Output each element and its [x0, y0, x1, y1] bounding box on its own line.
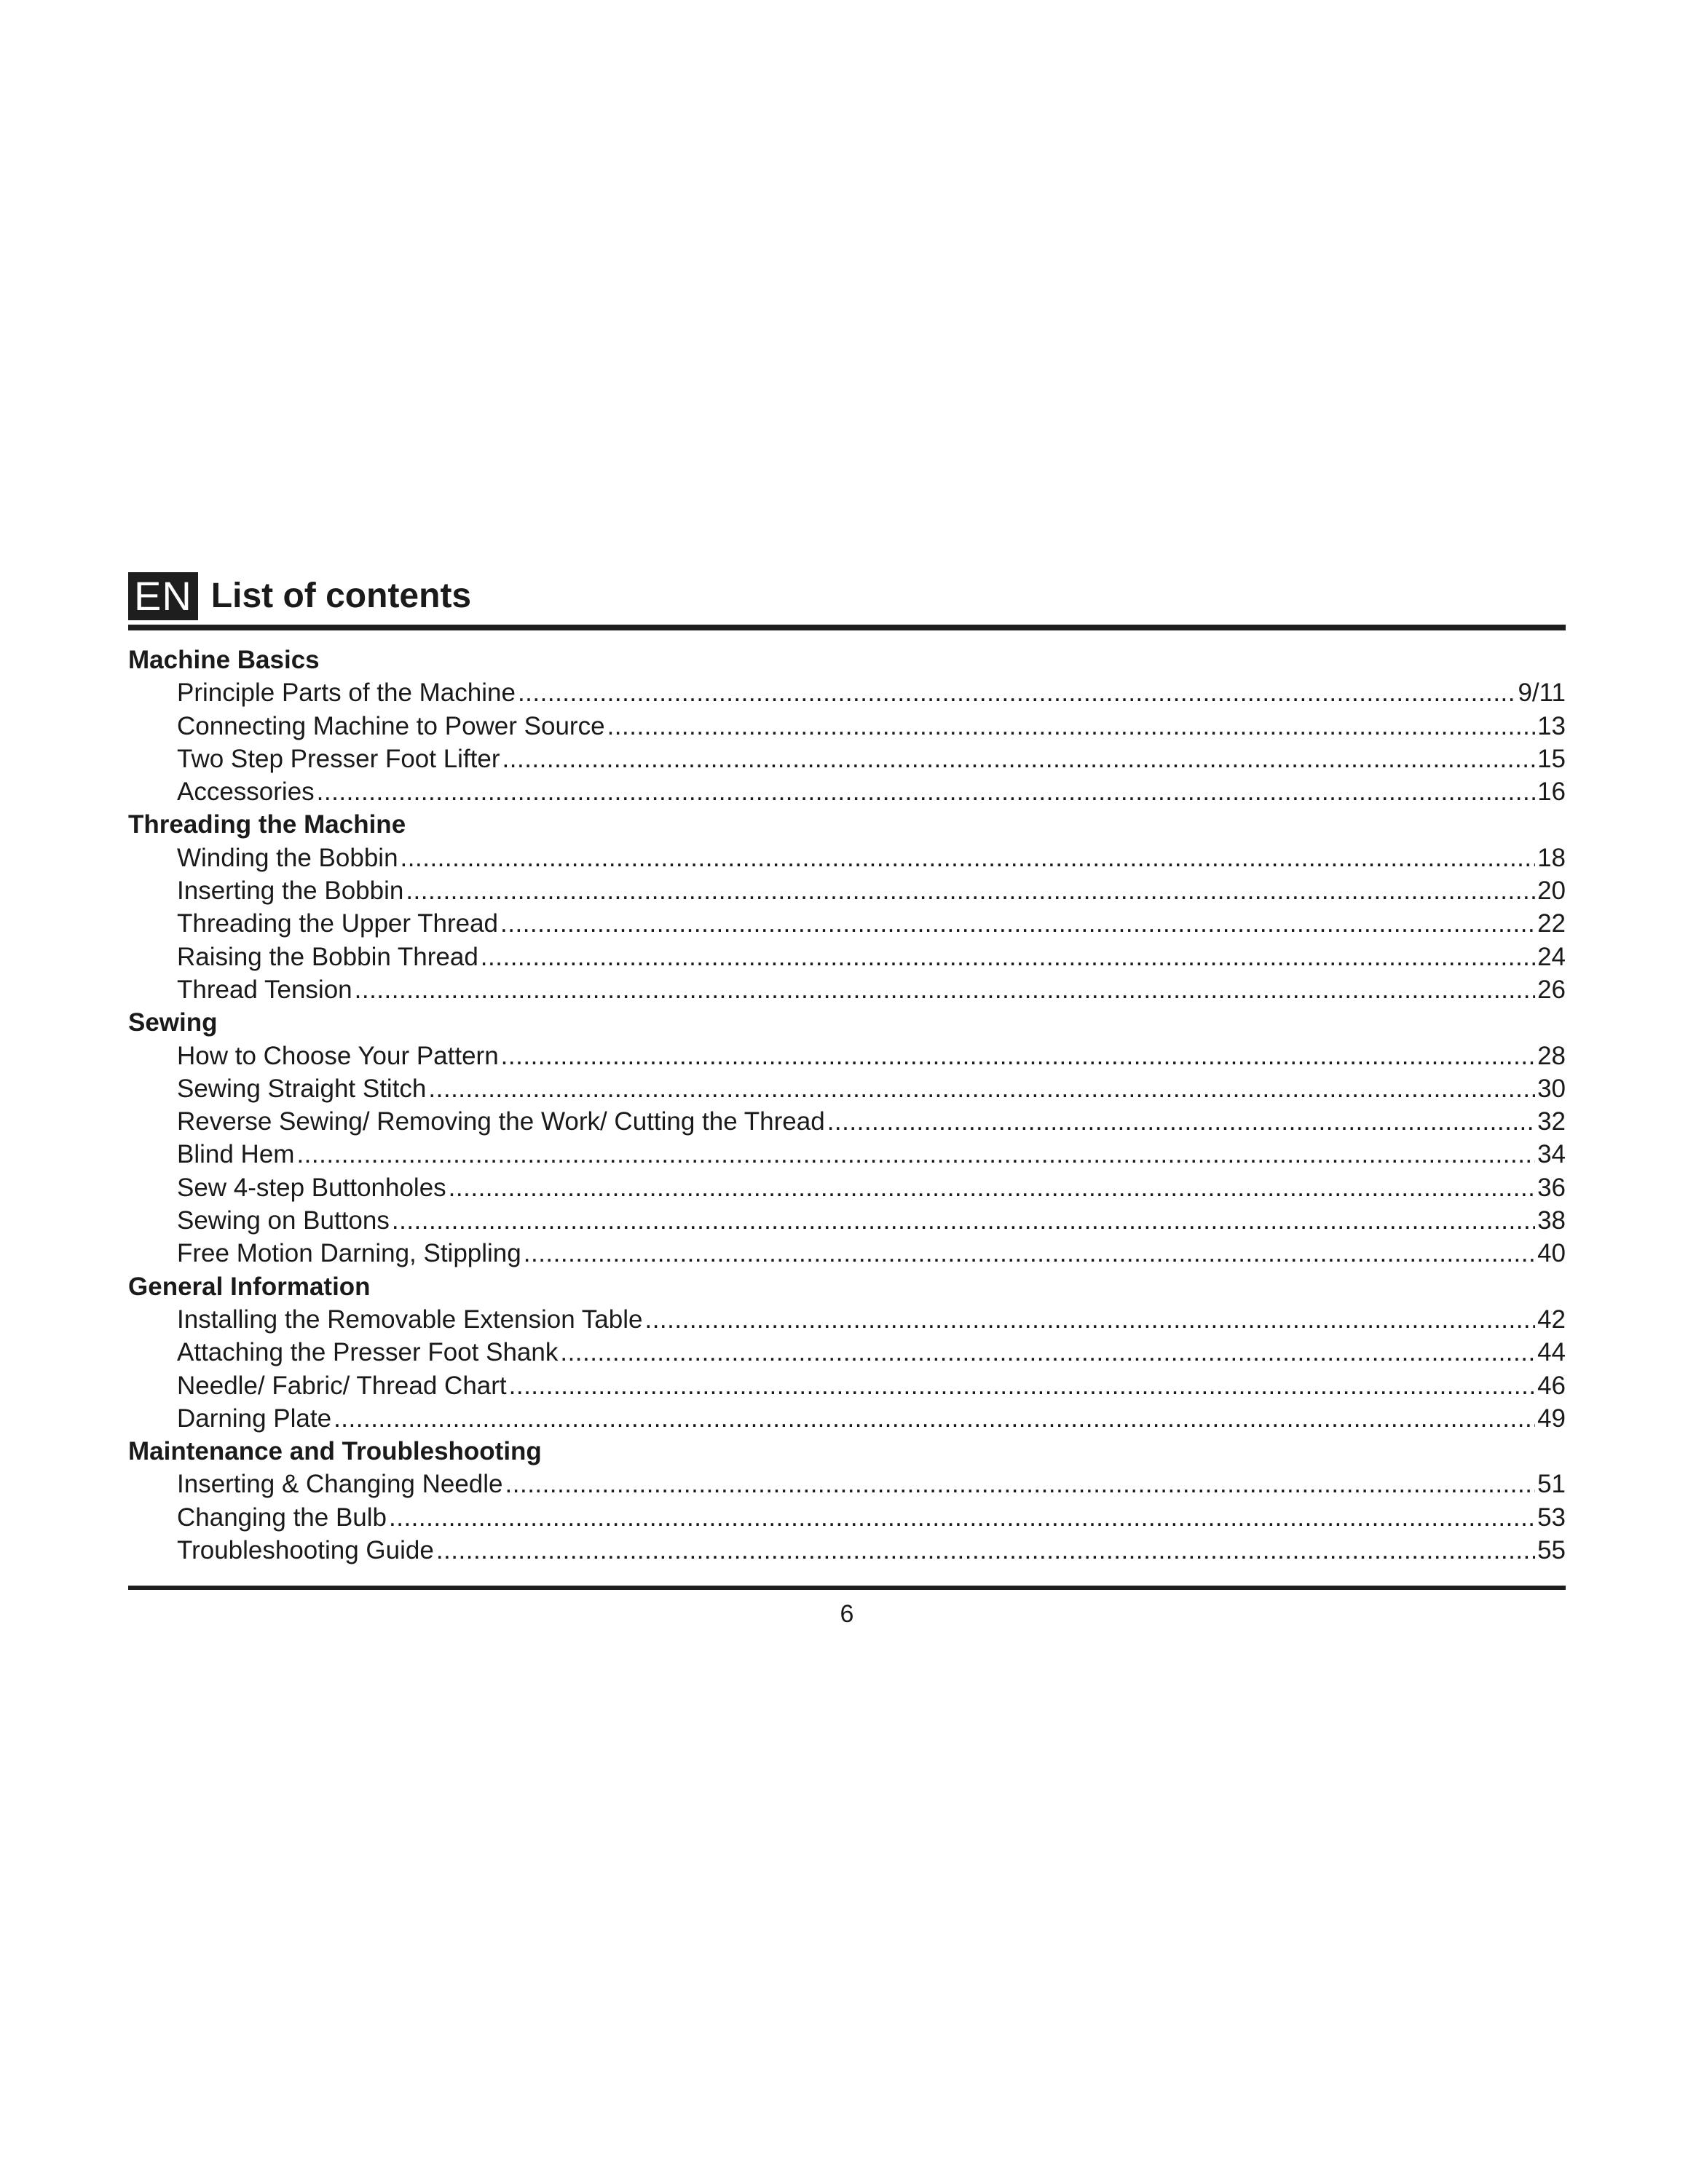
toc-entry — [128, 710, 1566, 743]
toc-entry — [128, 874, 1566, 907]
dot-leader — [406, 874, 1535, 907]
dot-leader — [296, 1138, 1535, 1171]
toc-entry-page: 44 — [1537, 1338, 1566, 1367]
dot-leader — [317, 775, 1535, 808]
toc-entry-label: Darning Plate — [177, 1404, 332, 1433]
toc-entry — [128, 676, 1566, 709]
toc-entry-label: Connecting Machine to Power Source — [177, 711, 605, 740]
toc-entry-label: Accessories — [177, 778, 315, 807]
toc-entry-page: 13 — [1537, 711, 1566, 740]
toc-entry — [128, 1303, 1566, 1336]
dot-leader — [392, 1204, 1535, 1237]
dot-leader — [505, 1468, 1536, 1500]
toc-entry-label: Changing the Bulb — [177, 1503, 387, 1532]
toc-entry-label: Winding the Bobbin — [177, 843, 398, 872]
toc-entry-page: 53 — [1537, 1503, 1566, 1532]
toc-entry-label: Inserting & Changing Needle — [177, 1470, 503, 1499]
toc-entry — [128, 1369, 1566, 1402]
toc-entry — [128, 907, 1566, 940]
toc-entry-page: 9/11 — [1518, 678, 1566, 708]
toc-section-heading: Machine Basics — [128, 646, 320, 674]
toc-entry-label: Inserting the Bobbin — [177, 877, 404, 906]
toc-section-heading: General Information — [128, 1272, 371, 1301]
language-badge: EN — [128, 572, 198, 620]
toc-entry-page: 15 — [1537, 744, 1566, 773]
toc-entry-page: 42 — [1537, 1305, 1566, 1334]
dot-leader — [500, 907, 1535, 940]
toc-entry-page: 51 — [1537, 1470, 1566, 1499]
toc-entry-label: Reverse Sewing/ Removing the Work/ Cutting the Thread — [177, 1107, 825, 1136]
toc-entry — [128, 1105, 1566, 1138]
toc-entry — [128, 1138, 1566, 1171]
toc-entry — [128, 1336, 1566, 1369]
document-page — [128, 568, 1566, 1629]
toc-entry-label: How to Choose Your Pattern — [177, 1041, 499, 1070]
toc-entry — [128, 1072, 1566, 1105]
toc-entry — [128, 1534, 1566, 1567]
toc-entry-page: 46 — [1537, 1371, 1566, 1400]
toc-entry-page: 26 — [1537, 975, 1566, 1004]
toc-entry-label: Free Motion Darning, Stippling — [177, 1239, 521, 1268]
dot-leader — [502, 743, 1536, 775]
toc-entry-page: 18 — [1537, 843, 1566, 872]
page-number: 6 — [840, 1600, 854, 1629]
dot-leader — [389, 1501, 1535, 1534]
toc-section-heading: Threading the Machine — [128, 810, 406, 839]
toc-entry-page: 28 — [1537, 1041, 1566, 1070]
toc-entry — [128, 775, 1566, 808]
dot-leader — [334, 1402, 1535, 1435]
toc-section-heading: Maintenance and Troubleshooting — [128, 1437, 542, 1466]
toc-entry — [128, 941, 1566, 973]
dot-leader — [518, 676, 1516, 709]
dot-leader — [501, 1040, 1535, 1072]
toc-entry — [128, 743, 1566, 775]
toc-entry-label: Threading the Upper Thread — [177, 909, 499, 938]
toc-entry-page: 30 — [1537, 1074, 1566, 1103]
toc-entry-page: 36 — [1537, 1173, 1566, 1202]
header-divider — [128, 625, 1566, 630]
toc-entry — [128, 1204, 1566, 1237]
footer-divider — [128, 1586, 1566, 1590]
dot-leader — [827, 1105, 1535, 1138]
toc-entry-page: 49 — [1537, 1404, 1566, 1433]
toc-entry-label: Blind Hem — [177, 1140, 295, 1169]
dot-leader — [607, 710, 1536, 743]
toc-entry-label: Principle Parts of the Machine — [177, 678, 516, 708]
toc-entry-label: Raising the Bobbin Thread — [177, 942, 478, 971]
toc-entry-label: Thread Tension — [177, 975, 352, 1004]
toc-entry — [128, 1040, 1566, 1072]
toc-entry-label: Installing the Removable Extension Table — [177, 1305, 643, 1334]
dot-leader — [560, 1336, 1535, 1369]
dot-leader — [355, 973, 1535, 1006]
toc-entry-label: Troubleshooting Guide — [177, 1536, 434, 1565]
dot-leader — [509, 1369, 1535, 1402]
toc-entry-label: Sewing on Buttons — [177, 1206, 390, 1235]
toc-entry — [128, 1468, 1566, 1500]
dot-leader — [481, 941, 1535, 973]
page-title: List of contents — [210, 577, 472, 615]
toc-entry-page: 22 — [1537, 909, 1566, 938]
toc-entry-page: 32 — [1537, 1107, 1566, 1136]
toc-entry-page: 20 — [1537, 877, 1566, 906]
toc-entry — [128, 842, 1566, 874]
toc-entry — [128, 1171, 1566, 1204]
dot-leader — [436, 1534, 1535, 1567]
toc-entry — [128, 1402, 1566, 1435]
toc-entry — [128, 1237, 1566, 1270]
table-of-contents — [128, 644, 1566, 1567]
toc-entry — [128, 973, 1566, 1006]
toc-entry — [128, 1501, 1566, 1534]
toc-entry-page: 55 — [1537, 1536, 1566, 1565]
toc-entry-label: Sewing Straight Stitch — [177, 1074, 427, 1103]
toc-entry-page: 38 — [1537, 1206, 1566, 1235]
dot-leader — [401, 842, 1536, 874]
toc-entry-page: 40 — [1537, 1239, 1566, 1268]
toc-entry-label: Needle/ Fabric/ Thread Chart — [177, 1371, 507, 1400]
toc-entry-page: 34 — [1537, 1140, 1566, 1169]
dot-leader — [449, 1171, 1535, 1204]
toc-section-heading: Sewing — [128, 1008, 218, 1037]
dot-leader — [428, 1072, 1535, 1105]
dot-leader — [644, 1303, 1535, 1336]
toc-entry-page: 24 — [1537, 942, 1566, 971]
toc-entry-label: Sew 4-step Buttonholes — [177, 1173, 446, 1202]
toc-entry-label: Two Step Presser Foot Lifter — [177, 744, 500, 773]
dot-leader — [524, 1237, 1535, 1270]
toc-entry-label: Attaching the Presser Foot Shank — [177, 1338, 559, 1367]
toc-entry-page: 16 — [1537, 778, 1566, 807]
toc-header — [128, 568, 1566, 620]
